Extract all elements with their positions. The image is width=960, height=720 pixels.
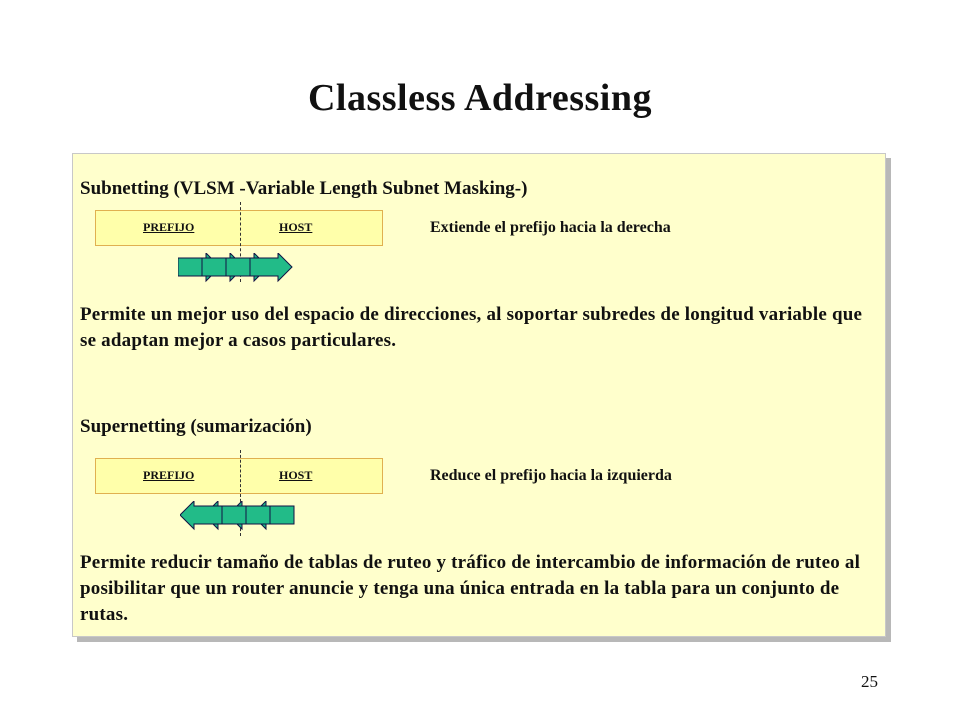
host-label: HOST [279, 468, 313, 482]
subnetting-note: Extiende el prefijo hacia la derecha [430, 219, 671, 236]
left-arrows-icon [180, 501, 300, 531]
subnetting-address-bar [95, 210, 383, 246]
subnetting-heading: Subnetting (VLSM -Variable Length Subnet Masking-) [80, 178, 528, 199]
supernetting-description: Permite reducir tamaño de tablas de ruteo y tráfico de intercambio de información de ruteo al posibilitar que un router anuncie y tenga una única entrada en la tabla para un conjunto de rutas. [80, 552, 861, 625]
host-label: HOST [279, 220, 313, 234]
right-arrows-icon [178, 253, 298, 283]
subnetting-description: Permite un mejor uso del espacio de direcciones, al soportar subredes de longitud variable que se adaptan mejor a casos particulares. [80, 304, 863, 351]
prefix-label: PREFIJO [143, 468, 195, 482]
supernetting-heading: Supernetting (sumarización) [80, 416, 312, 437]
page-number: 25 [861, 672, 878, 691]
supernetting-address-bar [95, 458, 383, 494]
prefix-label: PREFIJO [143, 220, 195, 234]
supernetting-note: Reduce el prefijo hacia la izquierda [430, 467, 672, 484]
slide-title: Classless Addressing [307, 77, 652, 119]
